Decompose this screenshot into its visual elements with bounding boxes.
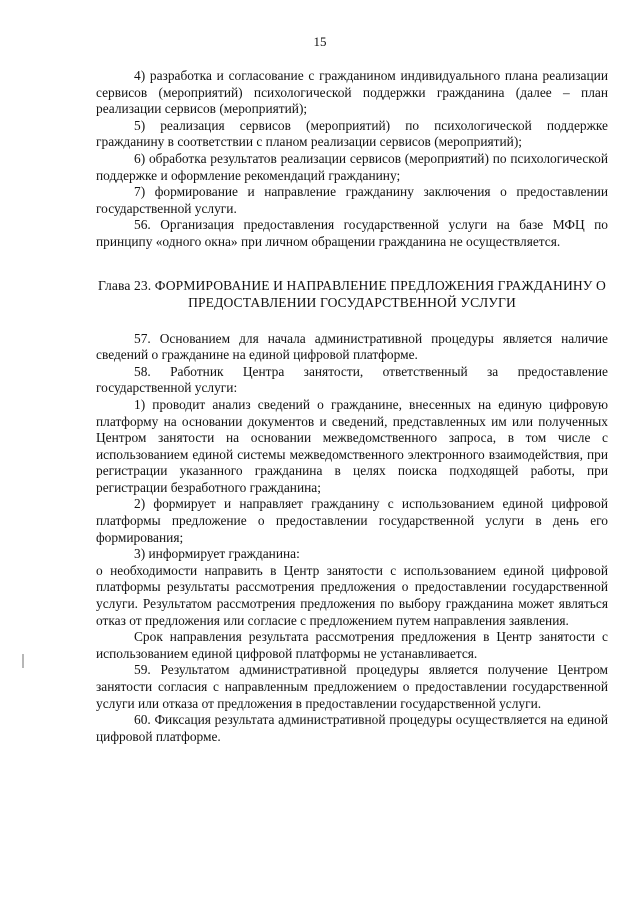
paragraph-58-item-3: 3) информирует гражданина: bbox=[134, 546, 300, 562]
paragraph-57: 57. Основанием для начала административной процедуры является наличие сведений о гражданине на единой цифровой платформе. bbox=[96, 330, 608, 363]
paragraph-item-5: 5) реализация сервисов (мероприятий) по психологической поддержке гражданину в соответствии с планом реализации сервисов (мероприятий); bbox=[96, 117, 608, 150]
chapter-heading: Глава 23. ФОРМИРОВАНИЕ И НАПРАВЛЕНИЕ ПРЕДЛОЖЕНИЯ ГРАЖДАНИНУ О ПРЕДОСТАВЛЕНИИ ГОСУДАРСТВЕННОЙ УСЛУГИ bbox=[98, 277, 606, 310]
paragraph-56: 56. Организация предоставления государственной услуги на базе МФЦ по принципу «одного окна» при личном обращении гражданина не осуществляется. bbox=[96, 217, 608, 249]
paragraph-item-6: 6) обработка результатов реализации сервисов (мероприятий) по психологической поддержке и оформление рекомендаций гражданину; bbox=[96, 150, 608, 183]
document-body bbox=[96, 68, 608, 745]
paragraph-item-7: 7) формирование и направление гражданину заключения о предоставлении государственной услуги. bbox=[96, 184, 608, 216]
paragraph-deadline: Срок направления результата рассмотрения предложения в Центр занятости с использованием единой цифровой платформы не устанавливается. bbox=[96, 629, 608, 661]
paragraph-60: 60. Фиксация результата административной процедуры осуществляется на единой цифровой платформе. bbox=[96, 712, 608, 744]
margin-mark bbox=[22, 654, 24, 668]
paragraph-item-4: 4) разработка и согласование с гражданином индивидуального плана реализации сервисов (мероприятий) психологической поддержки гражданина (далее – план реализации сервисов (мероприятий); bbox=[96, 68, 608, 117]
paragraph-58-item-1: 1) проводит анализ сведений о гражданине, внесенных на единую цифровую платформу на основании документов и сведений, представленных им или полученных Центром занятости на основании межведомственного запроса, в том числе с использованием единой системы межведомственного электронного взаимодействия, при регистрации указанного гражданина в целях поиска подходящей работы, при регистрации безработного гражданина; bbox=[96, 396, 608, 495]
paragraph-58-item-2: 2) формирует и направляет гражданину с использованием единой цифровой платформы предложение о предоставлении государственной услуги в день его формирования; bbox=[96, 496, 608, 545]
paragraph-58: 58. Работник Центра занятости, ответственный за предоставление государственной услуги: bbox=[96, 363, 608, 396]
page-number: 15 bbox=[313, 34, 327, 49]
paragraph-59: 59. Результатом административной процедуры является получение Центром занятости согласия с направленным предложением о предоставлении государственной услуги или отказа от предложения в предоставлении государственной услуги. bbox=[96, 662, 608, 711]
paragraph-58-item-3-detail: о необходимости направить в Центр занятости с использованием единой цифровой платформы результаты рассмотрения предложения о предоставлении государственной услуги. Результатом рассмотрения предложения по выбору гражданина может являться отказ от предложения или согласие с предложением путем направления заявления. bbox=[96, 562, 608, 628]
